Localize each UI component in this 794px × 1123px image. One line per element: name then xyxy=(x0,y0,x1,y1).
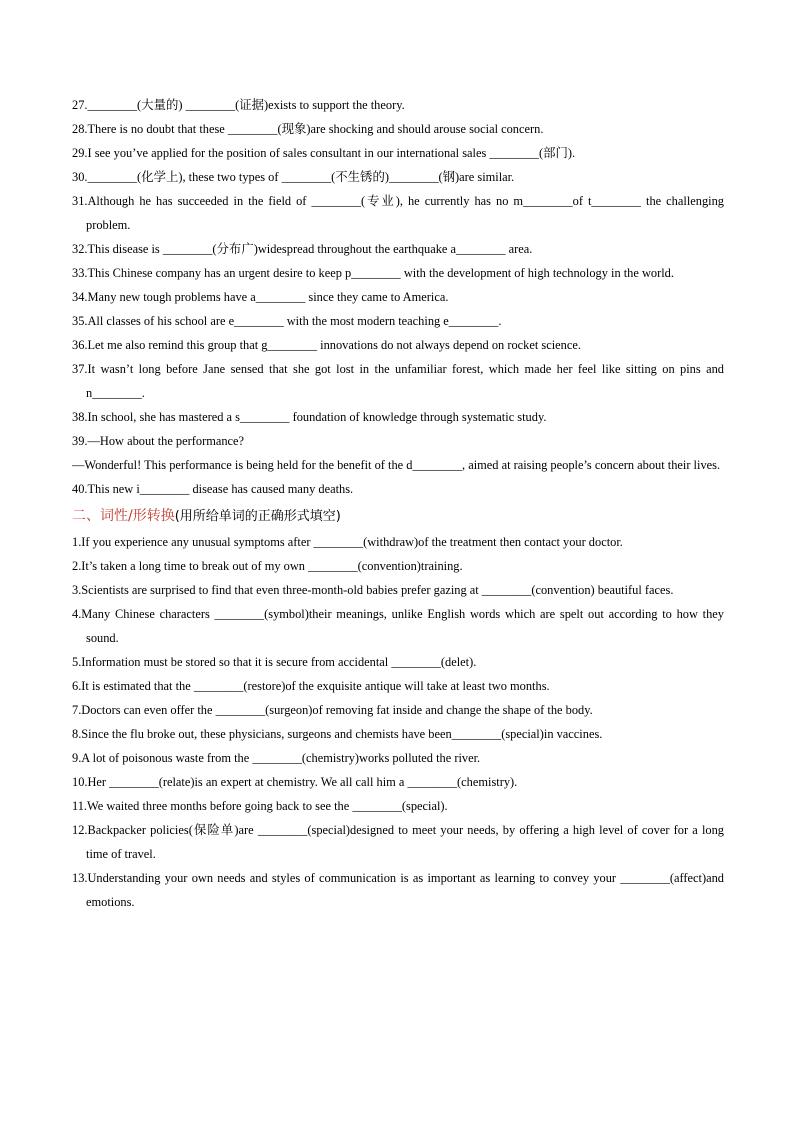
exercise-item: 8.Since the flu broke out, these physicians, surgeons and chemists have been________(special)in vaccines. xyxy=(72,727,603,741)
exercise-item: 2.It’s taken a long time to break out of my own ________(convention)training. xyxy=(72,559,463,573)
exercise-item: 27.________(大量的) ________(证据)exists to support the theory. xyxy=(72,98,405,112)
exercise-item: 36.Let me also remind this group that g________ innovations do not always depend on rocket science. xyxy=(72,338,581,352)
exercise-item: 10.Her ________(relate)is an expert at chemistry. We all call him a ________(chemistry). xyxy=(72,775,518,789)
exercise-list-part1 xyxy=(72,93,724,501)
exercise-item: 30.________(化学上), these two types of ________(不生锈的)________(钢)are similar. xyxy=(72,170,515,184)
exercise-item: 38.In school, she has mastered a s________ foundation of knowledge through systematic study. xyxy=(72,410,547,424)
exercise-item: 37.It wasn’t long before Jane sensed that she got lost in the unfamiliar forest, which made her feel like sitting on pins and n________. xyxy=(72,362,724,400)
exercise-item: 3.Scientists are surprised to find that even three-month-old babies prefer gazing at ________(convention) beautiful faces. xyxy=(72,583,674,597)
exercise-item: 28.There is no doubt that these ________(现象)are shocking and should arouse social concern. xyxy=(72,122,544,136)
exercise-item: 40.This new i________ disease has caused many deaths. xyxy=(72,482,354,496)
exercise-item: 1.If you experience any unusual symptoms after ________(withdraw)of the treatment then contact your doctor. xyxy=(72,535,623,549)
exercise-item: 34.Many new tough problems have a________ since they came to America. xyxy=(72,290,449,304)
exercise-item: 6.It is estimated that the ________(restore)of the exquisite antique will take at least two months. xyxy=(72,679,550,693)
exercise-item: —Wonderful! This performance is being held for the benefit of the d________, aimed at raising people’s concern about their lives. xyxy=(72,458,721,472)
exercise-item: 39.—How about the performance? xyxy=(72,434,245,448)
exercise-item: 31.Although he has succeeded in the field of ________(专业), he currently has no m________of t________ the challenging problem. xyxy=(72,194,724,232)
document-page xyxy=(72,93,724,914)
exercise-list-part2 xyxy=(72,530,724,914)
exercise-item: 9.A lot of poisonous waste from the ________(chemistry)works polluted the river. xyxy=(72,751,481,765)
exercise-item: 7.Doctors can even offer the ________(surgeon)of removing fat inside and change the shape of the body. xyxy=(72,703,593,717)
exercise-item: 33.This Chinese company has an urgent desire to keep p________ with the development of high technology in the world. xyxy=(72,266,674,280)
exercise-item: 4.Many Chinese characters ________(symbol)their meanings, unlike English words which are spelt out according to how they sound. xyxy=(72,607,724,645)
exercise-item: 12.Backpacker policies(保险单)are ________(special)designed to meet your needs, by offering a high level of cover for a long time of travel. xyxy=(72,823,724,861)
section-instruction: (用所给单词的正确形式填空) xyxy=(174,509,341,524)
exercise-item: 32.This disease is ________(分布广)widespread throughout the earthquake a________ area. xyxy=(72,242,533,256)
exercise-item: 35.All classes of his school are e________ with the most modern teaching e________. xyxy=(72,314,502,328)
section-heading xyxy=(72,504,724,529)
exercise-item: 13.Understanding your own needs and styles of communication is as important as learning to convey your ________(affect)and emotions. xyxy=(72,871,724,909)
section-title: 二、词性/形转换 xyxy=(72,508,175,524)
exercise-item: 11.We waited three months before going back to see the ________(special). xyxy=(72,799,448,813)
exercise-item: 29.I see you’ve applied for the position of sales consultant in our international sales ________(部门). xyxy=(72,146,576,160)
exercise-item: 5.Information must be stored so that it is secure from accidental ________(delet). xyxy=(72,655,477,669)
